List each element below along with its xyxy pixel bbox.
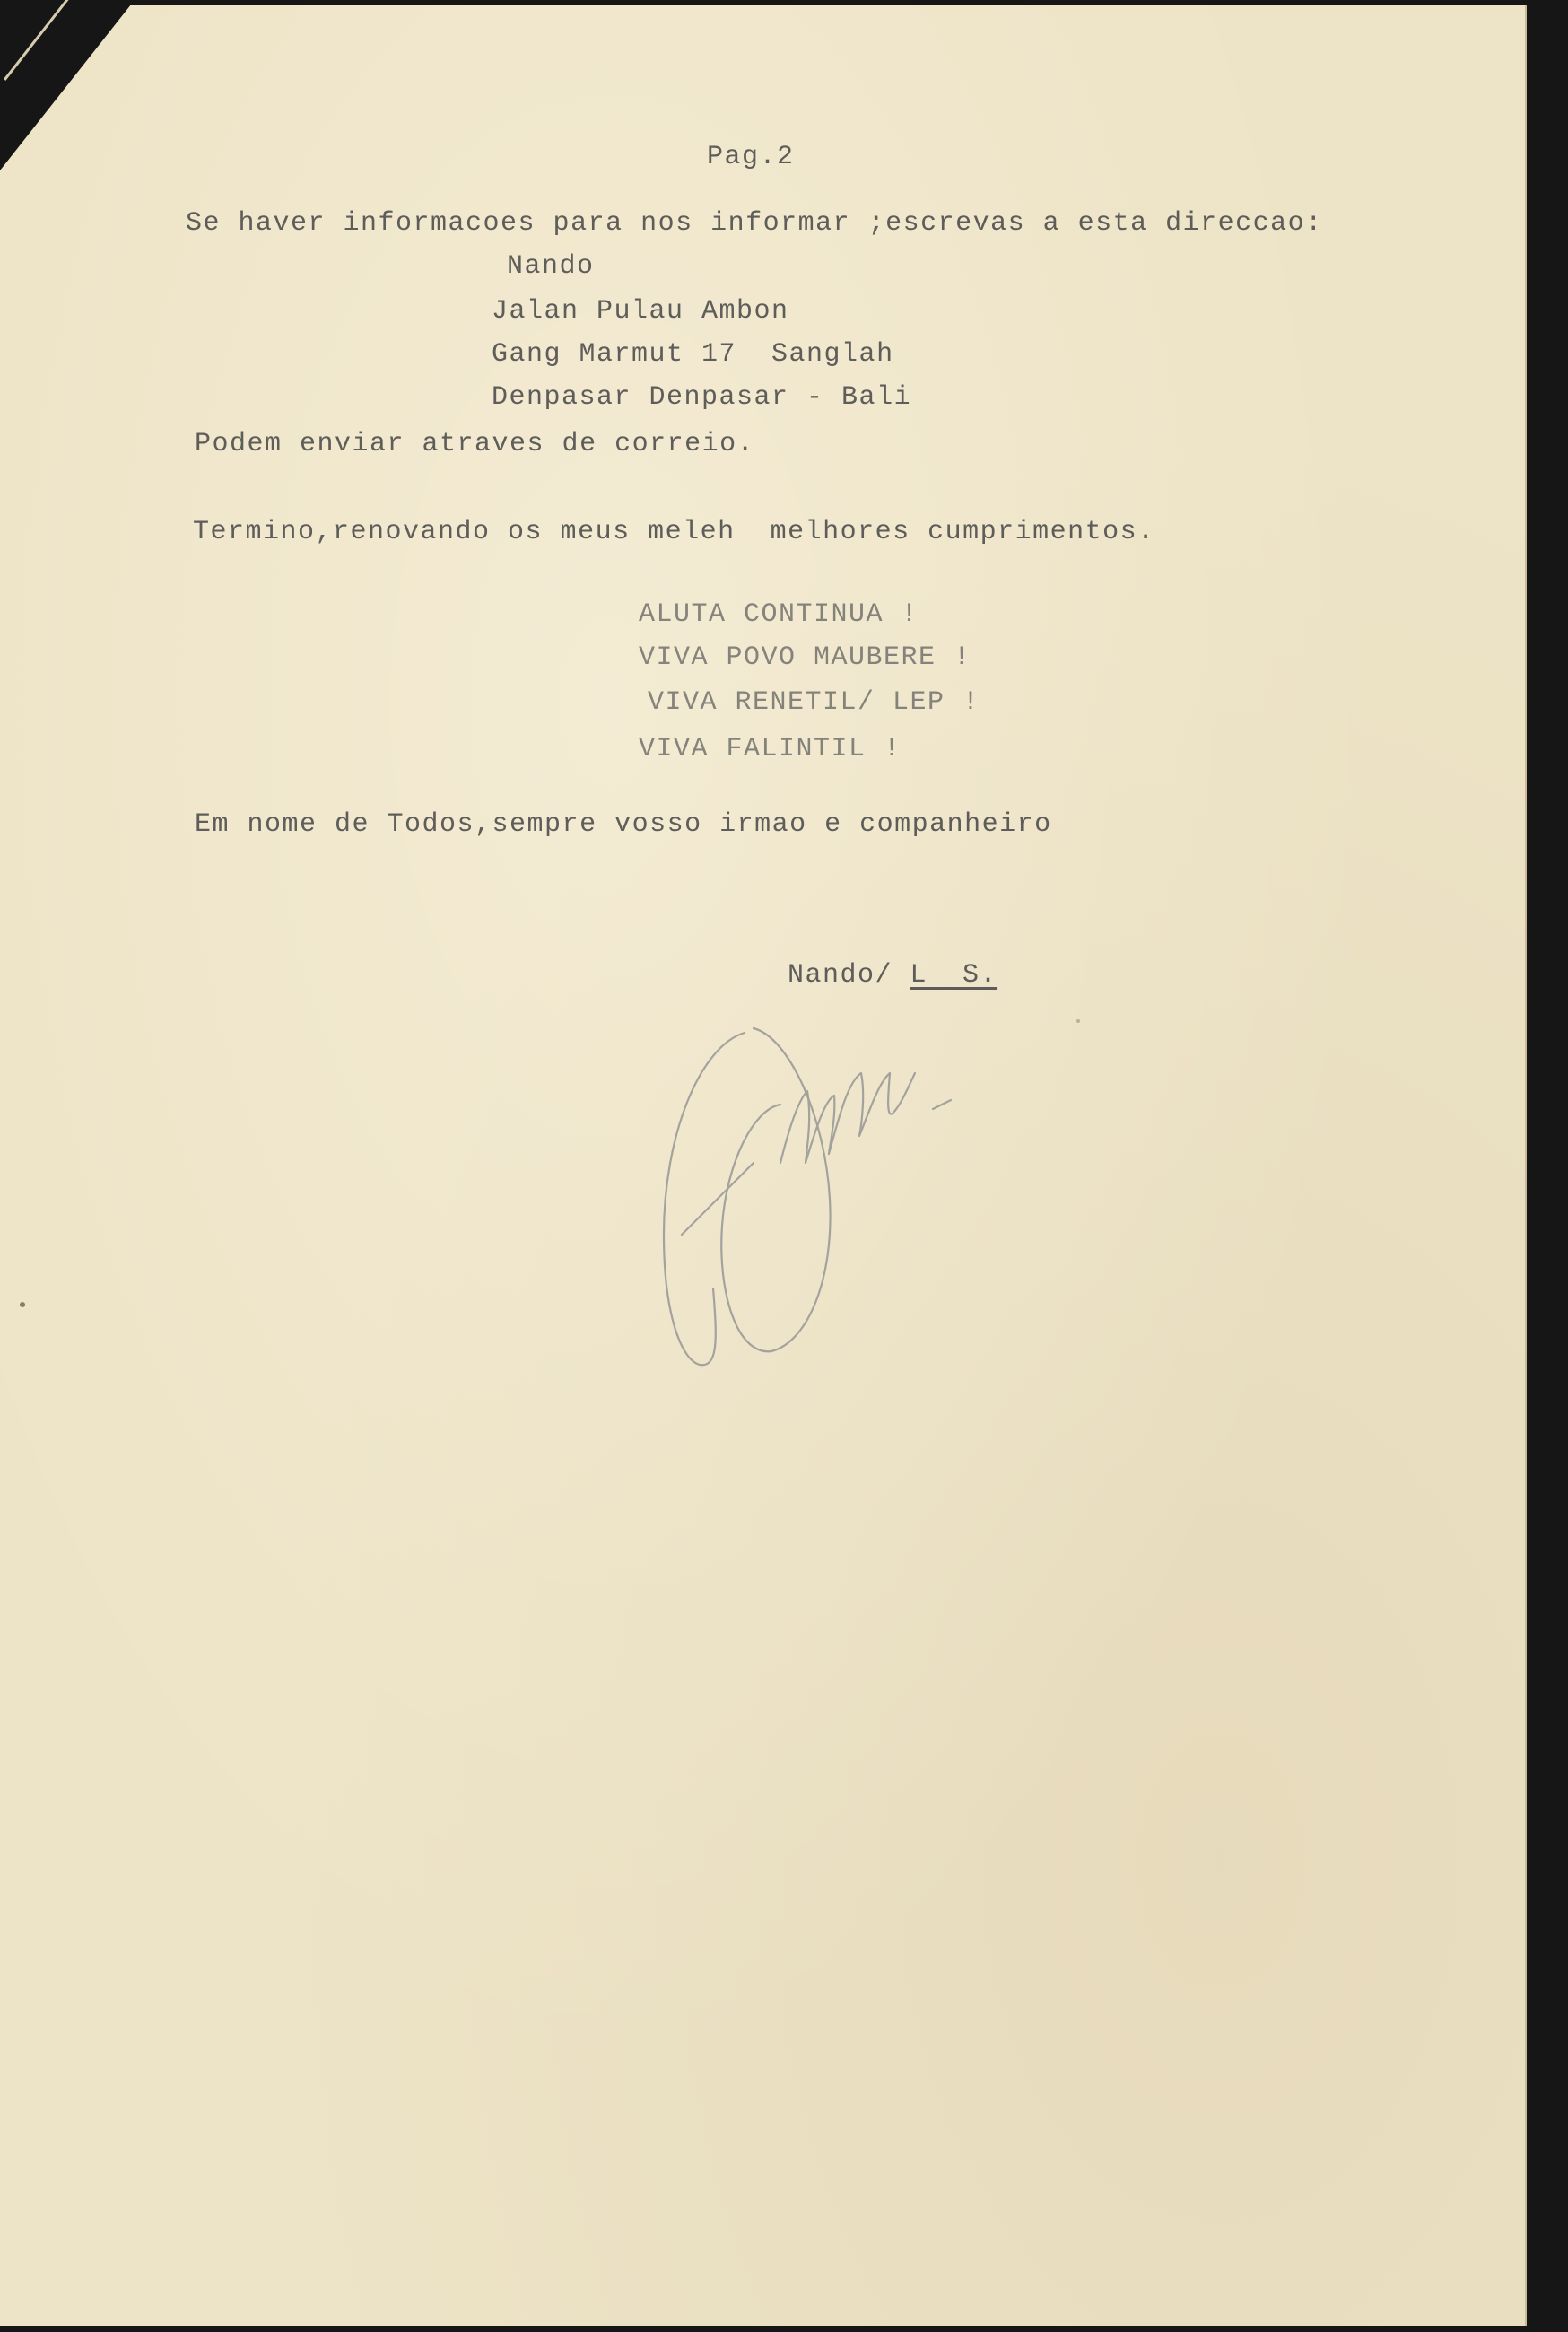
slogan-item: ALUTA CONTINUA !	[639, 599, 919, 630]
paper-sheet	[0, 5, 1527, 2326]
intro-line: Se haver informacoes para nos informar ;escrevas a esta direccao:	[186, 208, 1323, 239]
paper-speck	[1076, 1019, 1080, 1023]
signature-block	[788, 962, 997, 989]
mail-note: Podem enviar atraves de correio.	[195, 429, 755, 459]
closing-line: Termino,renovando os meus meleh melhores cumprimentos.	[193, 517, 1155, 547]
paper-speck	[20, 1302, 25, 1307]
address-line-2: Gang Marmut 17 Sanglah	[492, 339, 894, 370]
slogan-item: VIVA FALINTIL !	[639, 734, 902, 764]
page-number: Pag.2	[707, 142, 795, 172]
address-line-1: Jalan Pulau Ambon	[492, 296, 789, 327]
slogan-item: VIVA POVO MAUBERE !	[639, 642, 971, 673]
signature-initials: L S.	[910, 960, 998, 991]
folded-corner	[0, 0, 135, 170]
handwritten-signature	[646, 1019, 1023, 1396]
slogan-item: VIVA RENETIL/ LEP !	[648, 687, 980, 718]
signoff-line: Em nome de Todos,sempre vosso irmao e companheiro	[195, 809, 1052, 840]
address-line-3: Denpasar Denpasar - Bali	[492, 382, 912, 413]
signature-name: Nando/	[788, 960, 893, 991]
address-name: Nando	[507, 251, 595, 282]
